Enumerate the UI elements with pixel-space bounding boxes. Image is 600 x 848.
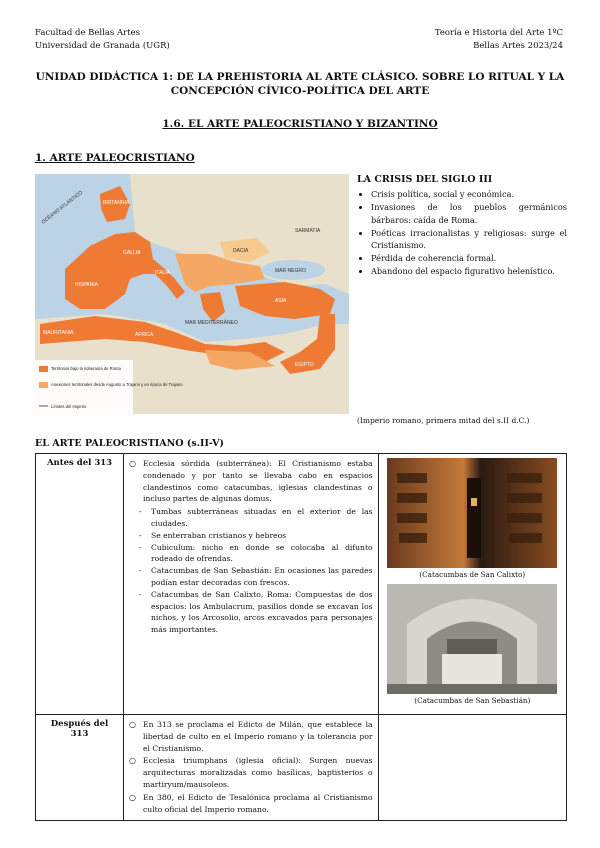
- section-title: 1.6. EL ARTE PALEOCRISTIANO Y BIZANTINO: [162, 118, 438, 130]
- list-item: ○ Ecclesia triumphans (iglesia oficial): Surgen nuevas arquitecturas moralizadas como basílicas, baptisterios o martiryum/mausoleos.: [129, 755, 373, 790]
- intro-bullet: ○ Ecclesia sórdida (subterránea): El Cristianismo estaba condenado y por tanto se llevaba cabo en espacios clandestinos como catacumbas, iglesias clandestinas o incluso partes de algunas domus.: [129, 458, 373, 505]
- legend-swatch-empire: [39, 366, 48, 372]
- legend-text-limits: Límites del Imperio: [51, 404, 87, 409]
- legend-text-annex: Anexiones territoriales desde Augusto a Trajano y en época de Trajano: [51, 382, 183, 387]
- label-mar-negro: MAR NEGRO: [275, 268, 306, 274]
- course-name: Teoría e Historia del Arte 1ºC: [434, 28, 563, 38]
- unit-title: UNIDAD DIDÁCTICA 1: DE LA PREHISTORIA AL ARTE CLÁSICO. SOBRE LO RITUAL Y LA CONCEPCIÓN CÍVICO-POLÍTICA DEL ARTE: [35, 71, 565, 97]
- list-item: - Cubiculum: nicho en donde se colocaba al difunto rodeado de ofrendas.: [129, 542, 373, 566]
- label-gallia: GALLIA: [123, 250, 141, 256]
- label-mauritania: MAURITANIA: [43, 330, 74, 336]
- roman-empire-map: [35, 174, 349, 414]
- table-row: [36, 454, 567, 715]
- row-content-before-313: [124, 454, 379, 715]
- row-label-after-313: Después del 313: [36, 715, 124, 821]
- photo-caption-san-sebastian: (Catacumbas de San Sebastián): [414, 696, 531, 705]
- label-britannia: BRITANNIA: [103, 200, 130, 206]
- catacombs-san-sebastian-photo: [387, 584, 557, 694]
- row-content-after-313: [124, 715, 379, 821]
- list-item: - Tumbas subterráneas situadas en el exterior de las ciudades.: [129, 506, 373, 530]
- list-item: - Catacumbas de San Sebastián: En ocasiones las paredes podían estar decoradas con frescos.: [129, 565, 373, 589]
- list-item: - Catacumbas de San Calixto, Roma: Compuestas de dos espacios: los Ambulacrum, pasillos donde se excavan los nichos, y los Arcosolio, arcos excavados para personajes más importantes.: [129, 589, 373, 636]
- label-dacia: DACIA: [233, 248, 249, 254]
- crisis-item: • Pérdida de coherencia formal.: [371, 252, 567, 264]
- legend-text-empire: Territorios bajo la soberanía de Roma: [51, 366, 121, 371]
- label-africa: ÁFRICA: [135, 332, 154, 338]
- label-mar-mediterraneo: MAR MEDITERRÁNEO: [185, 320, 238, 326]
- crisis-item: • Invasiones de los pueblos germánicos bárbaros: caída de Roma.: [371, 201, 567, 225]
- label-egipto: EGIPTO: [295, 362, 314, 368]
- crisis-section: [357, 174, 567, 279]
- crisis-title: LA CRISIS DEL SIGLO III: [357, 174, 493, 185]
- university-name: Universidad de Granada (UGR): [35, 41, 170, 51]
- label-asia: ASIA: [275, 298, 287, 304]
- list-item: ○ En 313 se proclama el Edicto de Milán, que establece la libertad de culto en el Imperio romano y la tolerancia por el Cristianismo.: [129, 719, 373, 754]
- catacombs-san-calixto-photo: [387, 458, 557, 568]
- label-sarmatia: SARMATIA: [295, 228, 321, 234]
- legend-swatch-annex: [39, 382, 48, 388]
- academic-year: Bellas Artes 2023/24: [473, 41, 563, 51]
- header-left: [35, 27, 170, 53]
- empty-cell: [378, 715, 566, 821]
- row-label-before-313: Antes del 313: [36, 454, 124, 715]
- heading-paleocristiano-period: EL ARTE PALEOCRISTIANO (s.II-V): [35, 438, 225, 449]
- list-item: ○ En 380, el Edicto de Tesalónica proclama al Cristianismo culto oficial del Imperio romano.: [129, 792, 373, 816]
- heading-arte-paleocristiano: 1. ARTE PALEOCRISTIANO: [35, 152, 195, 164]
- crisis-list: [357, 188, 567, 277]
- map-caption: (Imperio romano, primera mitad del s.II d.C.): [357, 416, 530, 425]
- crisis-item: • Crisis política, social y económica.: [371, 188, 567, 200]
- label-italia: ITALIA: [155, 270, 170, 276]
- list-item: - Se enterraban cristianos y hebreos: [129, 530, 373, 542]
- faculty-name: Facultad de Bellas Artes: [35, 28, 140, 38]
- crisis-item: • Abandono del espacio figurativo helenístico.: [371, 265, 567, 277]
- label-ocean: OCÉANO ATLÁNTICO: [40, 189, 85, 226]
- table-row: [36, 715, 567, 821]
- content-table: [35, 453, 567, 821]
- crisis-item: • Poéticas irracionalistas y religiosas: surge el Cristianismo.: [371, 227, 567, 251]
- header-right: [435, 27, 563, 53]
- row-photos: [378, 454, 566, 715]
- label-hispania: HISPANIA: [75, 282, 98, 288]
- photo-caption-san-calixto: (Catacumbas de San Calixto): [419, 570, 526, 579]
